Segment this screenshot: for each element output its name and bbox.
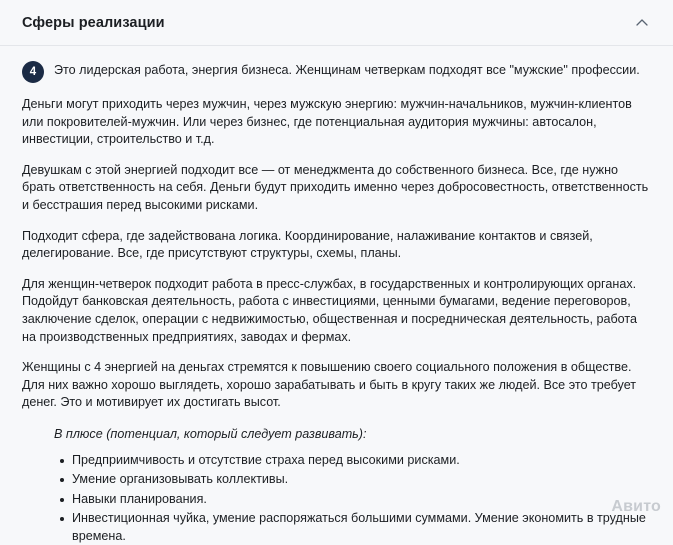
intro-row	[22, 60, 649, 83]
paragraph: Это лидерская работа, энергия бизнеса. Женщинам четверкам подходят все "мужские" профессии.	[54, 60, 640, 80]
paragraph: Женщины с 4 энергией на деньгах стремятся к повышению своего социального положения в обществе. Для них важно хорошо выглядеть, хорошо зарабатывать и быть в кругу таких же людей. Все это требует денег. Это и мотивирует их достигать высот.	[22, 359, 649, 412]
card-body	[0, 46, 673, 545]
paragraph: Для женщин-четверок подходит работа в пресс-службах, в государственных и контролирующих органах. Подойдут банковская деятельность, работа с инвестициями, ценными бумагами, ведение переговоров, заключение сделок, операции с недвижимостью, общественная и посредническая деятельность, работа на производственных предприятиях, заводах и фермах.	[22, 276, 649, 346]
plus-list	[54, 452, 649, 545]
status-badge: 4	[22, 61, 44, 83]
chevron-up-icon[interactable]	[633, 14, 651, 32]
plus-section-title: В плюсе (потенциал, который следует развивать):	[54, 426, 649, 444]
list-item: Предприимчивость и отсутствие страха перед высокими рисками.	[72, 452, 649, 470]
paragraph: Девушкам с этой энергией подходит все — от менеджмента до собственного бизнеса. Все, где нужно брать ответственность на себя. Деньги будут приходить именно через добросовестность, ответственность и бесстрашия перед высокими рисками.	[22, 162, 649, 215]
list-item: Умение организовывать коллективы.	[72, 471, 649, 489]
paragraph: Подходит сфера, где задействована логика. Координирование, налаживание контактов и связей, делегирование. Все, где присутствуют структуры, схемы, планы.	[22, 228, 649, 263]
page-title: Сферы реализации	[22, 15, 165, 31]
watermark: Авито	[611, 498, 661, 516]
list-item: Инвестиционная чуйка, умение распоряжаться большими суммами. Умение экономить в трудные времена.	[72, 510, 649, 545]
card-header	[0, 0, 673, 46]
paragraph: Деньги могут приходить через мужчин, через мужскую энергию: мужчин-начальников, мужчин-клиентов или покровителей-мужчин. Или через бизнес, где потенциальная аудитория мужчины: автосалон, инвестиции, строительство и т.д.	[22, 96, 649, 149]
list-item: Навыки планирования.	[72, 491, 649, 509]
